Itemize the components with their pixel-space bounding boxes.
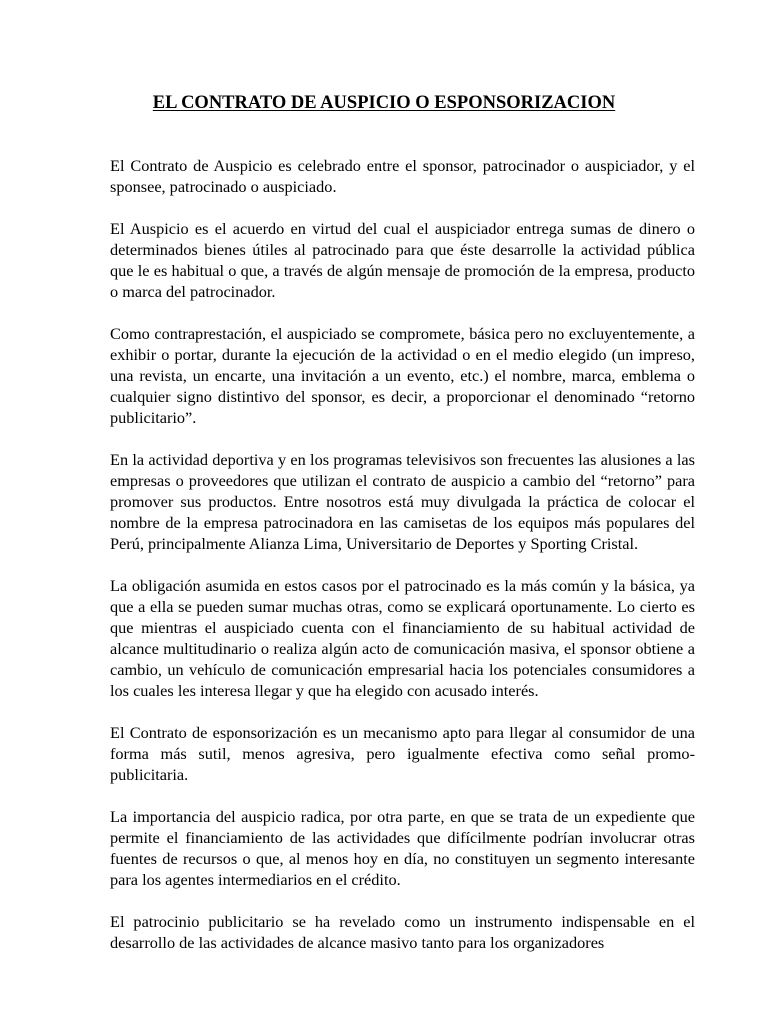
document-title: EL CONTRATO DE AUSPICIO O ESPONSORIZACION [152,93,616,113]
paragraph-5: La obligación asumida en estos casos por el patrocinado es la más común y la básica, ya que a ella se pueden sumar muchas otras, como se explicará oportunamente. Lo cierto es que mientras el auspiciado cuenta con el financiamiento de su habitual actividad de alcance multitudinario o realiza algún acto de comunicación masiva, el sponsor obtiene a cambio, un vehículo de comunicación empresarial hacia los potenciales consumidores a los cuales les interesa llegar y que ha elegido con acusado interés. [110,576,695,700]
paragraph-3: Como contraprestación, el auspiciado se compromete, básica pero no excluyentemente, a exhibir o portar, durante la ejecución de la actividad o en el medio elegido (un impreso, una revista, un encarte, una invitación a un evento, etc.) el nombre, marca, emblema o cualquier signo distintivo del sponsor, es decir, a proporcionar el denominado “retorno publicitario”. [110,324,695,427]
paragraph-4: En la actividad deportiva y en los programas televisivos son frecuentes las alusiones a las empresas o proveedores que utilizan el contrato de auspicio a cambio del “retorno” para promover sus productos. Entre nosotros está muy divulgada la práctica de colocar el nombre de la empresa patrocinadora en las camisetas de los equipos más populares del Perú, principalmente Alianza Lima, Universitario de Deportes y Sporting Cristal. [110,450,695,553]
paragraph-6: El Contrato de esponsorización es un mecanismo apto para llegar al consumidor de una forma más sutil, menos agresiva, pero igualmente efectiva como señal promo-publicitaria. [110,723,695,784]
paragraph-8: El patrocinio publicitario se ha revelado como un instrumento indispensable en el desarrollo de las actividades de alcance masivo tanto para los organizadores [110,912,695,952]
paragraph-1: El Contrato de Auspicio es celebrado entre el sponsor, patrocinador o auspiciador, y el sponsee, patrocinado o auspiciado. [110,156,695,196]
paragraph-7: La importancia del auspicio radica, por otra parte, en que se trata de un expediente que permite el financiamiento de las actividades que difícilmente podrían involucrar otras fuentes de recursos o que, al menos hoy en día, no constituyen un segmento interesante para los agentes intermediarios en el crédito. [110,807,695,889]
paragraph-2: El Auspicio es el acuerdo en virtud del cual el auspiciador entrega sumas de dinero o determinados bienes útiles al patrocinado para que éste desarrolle la actividad pública que le es habitual o que, a través de algún mensaje de promoción de la empresa, producto o marca del patrocinador. [110,219,695,301]
document-body [110,155,695,974]
